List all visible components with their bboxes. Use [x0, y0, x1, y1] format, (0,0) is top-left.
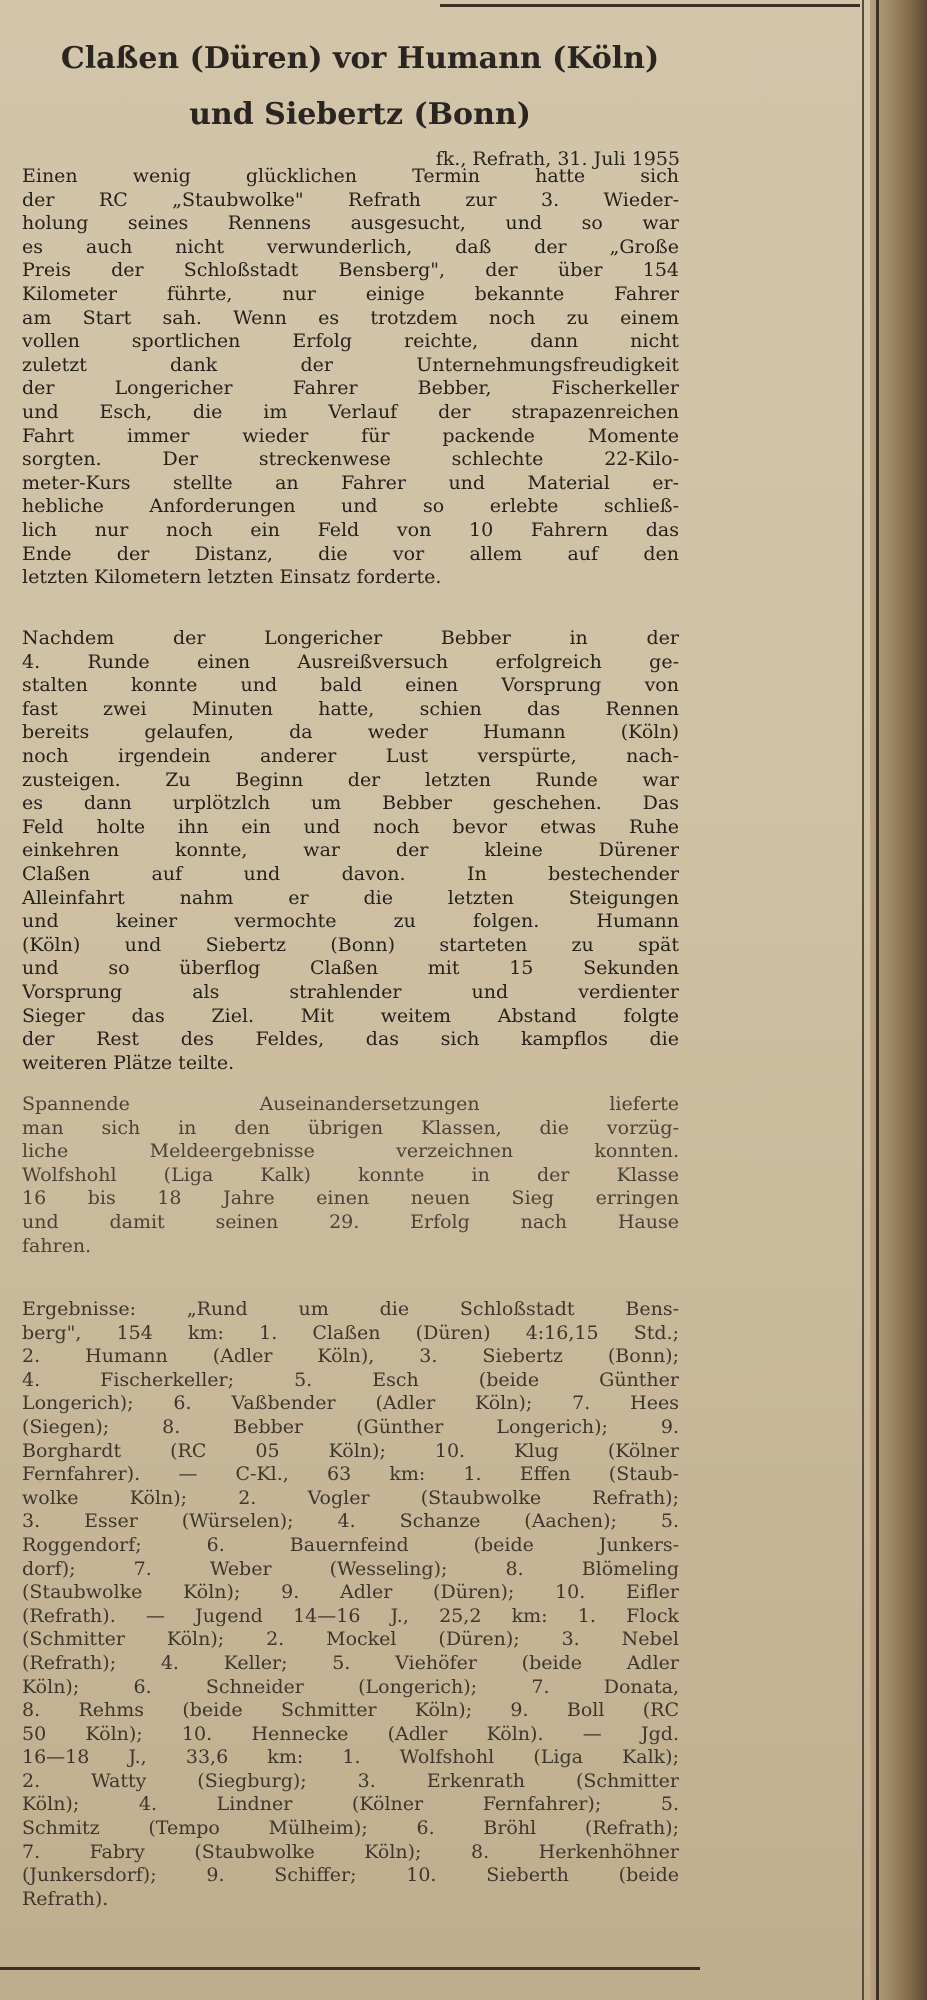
- text-line: (Staubwolke Köln); 9. Adler (Düren); 10. Eifler: [22, 1581, 679, 1604]
- text-line: Sieger das Ziel. Mit weitem Abstand folgte: [22, 1004, 679, 1027]
- text-line: es dann urplötzlch um Bebber geschehen. Das: [22, 792, 679, 815]
- text-line: 4. Runde einen Ausreißversuch erfolgreich ge-: [22, 650, 679, 673]
- headline-line-1: Claßen (Düren) vor Humann (Köln): [60, 41, 660, 76]
- text-line: Roggendorf; 6. Bauernfeind (beide Junkers-: [22, 1533, 679, 1556]
- text-line: Fahrt immer wieder für packende Momente: [22, 424, 679, 447]
- text-line: Borghardt (RC 05 Köln); 10. Klug (Kölner: [22, 1439, 679, 1462]
- text-line: Feld holte ihn ein und noch bevor etwas Ruhe: [22, 815, 679, 838]
- text-line: Preis der Schloßstadt Bensberg", der über 154: [22, 259, 679, 282]
- text-line: und damit seinen 29. Erfolg nach Hause: [22, 1210, 679, 1233]
- paragraph-race-report: [22, 627, 679, 1075]
- text-line: Ergebnisse: „Rund um die Schloßstadt Bens-: [22, 1298, 679, 1320]
- text-line: meter-Kurs stellte an Fahrer und Material er-: [22, 471, 679, 494]
- text-line: Fernfahrer). — C-Kl., 63 km: 1. Effen (Staub-: [22, 1463, 679, 1486]
- text-line: 4. Fischerkeller; 5. Esch (beide Günther: [22, 1368, 679, 1391]
- text-line: bereits gelaufen, da weder Humann (Köln): [22, 721, 679, 744]
- text-line: am Start sah. Wenn es trotzdem noch zu einem: [22, 306, 679, 329]
- text-line: (Köln) und Siebertz (Bonn) starteten zu spät: [22, 933, 679, 956]
- text-line: Wolfshohl (Liga Kalk) konnte in der Klasse: [22, 1163, 679, 1186]
- text-line: 16 bis 18 Jahre einen neuen Sieg erringen: [22, 1187, 679, 1210]
- text-line: zusteigen. Zu Beginn der letzten Runde war: [22, 768, 679, 791]
- text-line: man sich in den übrigen Klassen, die vorzüg-: [22, 1116, 679, 1139]
- paragraph-intro: [22, 165, 679, 590]
- text-line: fahren.: [22, 1234, 92, 1257]
- text-line: wolke Köln); 2. Vogler (Staubwolke Refrath);: [22, 1486, 679, 1509]
- text-line: vollen sportlichen Erfolg reichte, dann nicht: [22, 330, 679, 353]
- text-line: Einen wenig glücklichen Termin hatte sich: [22, 165, 679, 187]
- text-line: (Siegen); 8. Bebber (Günther Longerich); 9.: [22, 1415, 679, 1438]
- text-line: (Schmitter Köln); 2. Mockel (Düren); 3. Nebel: [22, 1628, 679, 1651]
- text-line: hebliche Anforderungen und so erlebte schließ-: [22, 495, 679, 518]
- text-line: letzten Kilometern letzten Einsatz forderte.: [22, 566, 442, 589]
- text-line: Köln); 4. Lindner (Kölner Fernfahrer); 5.: [22, 1793, 679, 1816]
- text-line: der Rest des Feldes, das sich kampflos die: [22, 1028, 679, 1051]
- text-line: Schmitz (Tempo Mülheim); 6. Bröhl (Refrath);: [22, 1817, 679, 1840]
- text-line: lich nur noch ein Feld von 10 Fahrern das: [22, 518, 679, 541]
- paragraph-results: [22, 1298, 679, 1911]
- text-line: zuletzt dank der Unternehmungsfreudigkeit: [22, 353, 679, 376]
- text-line: und Esch, die im Verlauf der strapazenreichen: [22, 400, 679, 423]
- text-line: noch irgendein anderer Lust verspürte, nach-: [22, 744, 679, 767]
- text-line: Vorsprung als strahlender und verdienter: [22, 980, 679, 1003]
- text-line: und keiner vermochte zu folgen. Humann: [22, 910, 679, 933]
- text-line: Ende der Distanz, die vor allem auf den: [22, 542, 679, 565]
- text-line: 50 Köln); 10. Hennecke (Adler Köln). — Jgd.: [22, 1722, 679, 1745]
- text-line: 8. Rehms (beide Schmitter Köln); 9. Boll (RC: [22, 1699, 679, 1722]
- text-line: Köln); 6. Schneider (Longerich); 7. Donata,: [22, 1675, 679, 1698]
- text-line: berg", 154 km: 1. Claßen (Düren) 4:16,15 Std.;: [22, 1321, 679, 1344]
- text-line: Alleinfahrt nahm er die letzten Steigungen: [22, 886, 679, 909]
- headline-line-2: und Siebertz (Bonn): [189, 97, 531, 132]
- text-line: liche Meldeergebnisse verzeichnen konnten.: [22, 1140, 679, 1163]
- text-line: und so überflog Claßen mit 15 Sekunden: [22, 957, 679, 980]
- text-line: einkehren konnte, war der kleine Dürener: [22, 839, 679, 862]
- text-line: 2. Humann (Adler Köln), 3. Siebertz (Bonn);: [22, 1345, 679, 1368]
- text-line: 2. Watty (Siegburg); 3. Erkenrath (Schmitter: [22, 1769, 679, 1792]
- dateline: fk., Refrath, 31. Juli 1955: [435, 148, 680, 170]
- text-line: 3. Esser (Würselen); 4. Schanze (Aachen); 5.: [22, 1510, 679, 1533]
- text-line: es auch nicht verwunderlich, daß der „Große: [22, 235, 679, 258]
- text-line: der RC „Staubwolke" Refrath zur 3. Wieder-: [22, 188, 679, 211]
- text-line: Longerich); 6. Vaßbender (Adler Köln); 7. Hees: [22, 1392, 679, 1415]
- text-line: fast zwei Minuten hatte, schien das Rennen: [22, 697, 679, 720]
- paragraph-other-classes: [22, 1093, 679, 1258]
- text-line: 7. Fabry (Staubwolke Köln); 8. Herkenhöhner: [22, 1840, 679, 1863]
- text-line: (Refrath). — Jugend 14—16 J., 25,2 km: 1. Flock: [22, 1604, 679, 1627]
- text-line: Spannende Auseinandersetzungen lieferte: [22, 1093, 679, 1115]
- text-line: (Junkersdorf); 9. Schiffer; 10. Sieberth (beide: [22, 1864, 679, 1887]
- text-line: (Refrath); 4. Keller; 5. Viehöfer (beide Adler: [22, 1651, 679, 1674]
- text-line: 16—18 J., 33,6 km: 1. Wolfshohl (Liga Kalk);: [22, 1746, 679, 1769]
- text-line: stalten konnte und bald einen Vorsprung von: [22, 674, 679, 697]
- text-line: weiteren Plätze teilte.: [22, 1051, 235, 1074]
- text-line: dorf); 7. Weber (Wesseling); 8. Blömeling: [22, 1557, 679, 1580]
- text-line: der Longericher Fahrer Bebber, Fischerkeller: [22, 377, 679, 400]
- text-line: Refrath).: [22, 1887, 109, 1910]
- text-line: Kilometer führte, nur einige bekannte Fahrer: [22, 282, 679, 305]
- text-line: holung seines Rennens ausgesucht, und so war: [22, 212, 679, 235]
- text-line: sorgten. Der streckenwese schlechte 22-Kilo-: [22, 448, 679, 471]
- text-line: Nachdem der Longericher Bebber in der: [22, 627, 679, 649]
- text-line: Claßen auf und davon. In bestechender: [22, 862, 679, 885]
